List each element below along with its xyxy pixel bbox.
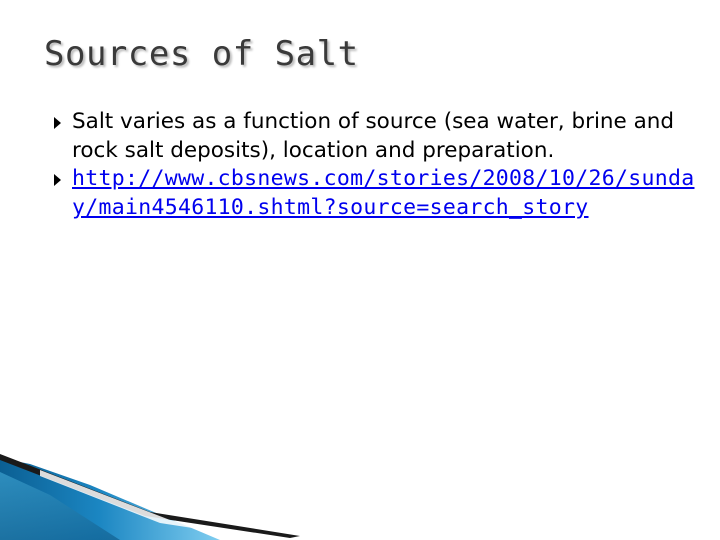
right-triangle-icon [54,174,61,186]
bullet-text: Salt varies as a function of source (sea water, brine and rock salt deposits), location and preparation. [72,109,675,163]
right-triangle-icon [54,117,61,129]
bullet-item [46,165,706,222]
blue-wave-decoration [0,450,300,540]
bullet-item [46,108,706,165]
bullet-list [46,108,706,222]
source-link[interactable]: http://www.cbsnews.com/stories/2008/10/26/sunday/main4546110.shtml?source=search_story [72,166,695,220]
slide-title: Sources of Salt [44,34,359,74]
